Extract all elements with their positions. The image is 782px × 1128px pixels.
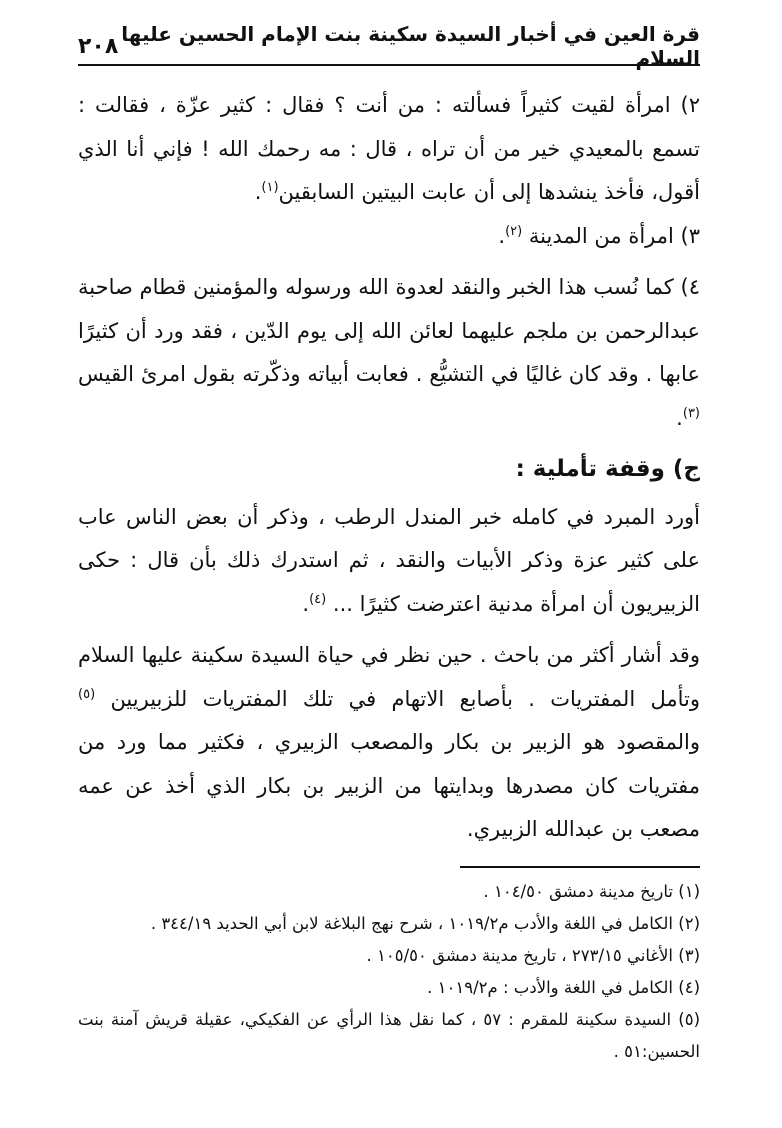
page-number: ٢٠٨: [78, 33, 119, 59]
section-heading: ج) وقفة تأملية :: [515, 456, 700, 482]
paragraph-6: وقد أشار أكثر من باحث . حين نظر في حياة السيدة سكينة عليها السلام وتأمل المفتريات . بأصابع الاتهام في تلك المفتريات للزبيريين $^{(٥)}$ والمقصود هو الزبير بن بكار والمصعب الزبيري ، فكثير مما ورد من مفتريات كان مصدرها وبدايتها من الزبير بن بكار الذي أخذ عن عمه مصعب بن عبدالله الزبيري.: [78, 643, 700, 841]
footnote-ref-3: (٣): [682, 405, 700, 421]
running-title: قرة العين في أخبار السيدة سكينة بنت الإمام الحسين عليها السلام: [121, 22, 700, 70]
footnote-1: (١) تاريخ مدينة دمشق ١٠٤/٥٠ .: [483, 882, 700, 901]
main-text: [78, 84, 700, 852]
footnote-ref-1: (١): [261, 180, 279, 195]
footnote-4: (٤) الكامل في اللغة والأدب : م١٠١٩/٢ .: [427, 978, 700, 997]
paragraph-4: ٤) كما نُسب هذا الخبر والنقد لعدوة الله ورسوله والمؤمنين قطام صاحبة عبدالرحمن بن ملجم عليهما لعائن الله إلى يوم الدّين ، فقد ورد أن كثيرًا عابها . وقد كان غاليًا في التشيُّع . فعابت أبياته وذكّرته بقول امرئ القيس $^{(٣)}$.: [78, 275, 700, 430]
paragraph-2: ٢) امرأة لقيت كثيراً فسألته : من أنت ؟ فقال : كثير عزّة ، فقالت : تسمع بالمعيدي خير من أن تراه ، قال : مه رحمك الله ! فإني أنا الذي أقول، فأخذ ينشدها إلى أن عابت البيتين السابقين$^{(١)}$.: [78, 93, 700, 204]
footnote-3: (٣) الأغاني ٢٧٣/١٥ ، تاريخ مدينة دمشق ١٠٥/٥٠ .: [366, 946, 700, 965]
paragraph-3: ٣) امرأة من المدينة $^{(٢)}$.: [498, 223, 700, 248]
footnotes: [78, 876, 700, 1068]
footnote-2: (٢) الكامل في اللغة والأدب م١٠١٩/٢ ، شرح نهج البلاغة لابن أبي الحديد ٣٤٤/١٩ .: [150, 914, 700, 933]
paragraph-5: أورد المبرد في كامله خبر المندل الرطب ، وذكر أن بعض الناس عاب على كثير عزة وذكر الأبيات والنقد ، ثم استدرك ذلك بأن قال : حكى الزبيريون أن امرأة مدنية اعترضت كثيرًا ... $^{(٤)}$.: [78, 504, 700, 616]
footnote-separator: [460, 866, 700, 868]
footnote-ref-2: (٢): [505, 223, 523, 239]
footnote-ref-5: (٥): [78, 686, 96, 702]
footnote-5: (٥) السيدة سكينة للمقرم : ٥٧ ، كما نقل هذا الرأي عن الفكيكي، عقيلة قريش آمنة بنت الحسين:٥١ .: [78, 1010, 700, 1061]
page-header: [78, 22, 700, 70]
footnote-ref-4: (٤): [309, 591, 327, 607]
